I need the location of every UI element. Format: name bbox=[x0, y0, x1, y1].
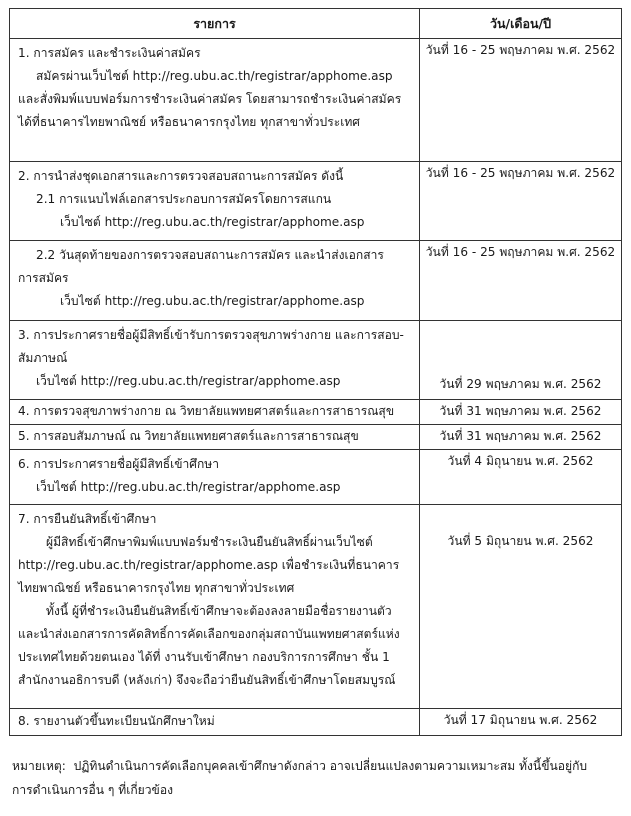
row-date: วันที่ 4 มิถุนายน พ.ศ. 2562 bbox=[420, 450, 622, 505]
row-line: 4. การตรวจสุขภาพร่างกาย ณ วิทยาลัยแพทยศาสตร์และการสาธารณสุข bbox=[18, 404, 395, 418]
row-item bbox=[10, 505, 420, 709]
row-line: 5. การสอบสัมภาษณ์ ณ วิทยาลัยแพทยศาสตร์และการสาธารณสุข bbox=[18, 429, 359, 443]
table-row bbox=[10, 450, 622, 505]
row-line: ได้ที่ธนาคารไทยพาณิชย์ หรือธนาคารกรุงไทย ทุกสาขาทั่วประเทศ bbox=[18, 115, 360, 129]
row-line: 8. รายงานตัวขึ้นทะเบียนนักศึกษาใหม่ bbox=[18, 714, 215, 728]
row-line: สมัครผ่านเว็บไซต์ http://reg.ubu.ac.th/registrar/apphome.asp bbox=[36, 69, 393, 83]
remark-label: หมายเหตุ: bbox=[12, 759, 66, 773]
row-line: เว็บไซต์ http://reg.ubu.ac.th/registrar/apphome.asp bbox=[36, 480, 341, 494]
table-row bbox=[10, 505, 622, 709]
table-row bbox=[10, 709, 622, 736]
row-line: ไทยพาณิชย์ หรือธนาคารกรุงไทย ทุกสาขาทั่วประเทศ bbox=[18, 581, 295, 595]
schedule-table bbox=[9, 8, 622, 736]
row-item bbox=[10, 709, 420, 736]
row-line: ทั้งนี้ ผู้ที่ชำระเงินยืนยันสิทธิ์เข้าศึกษาจะต้องลงลายมือชื่อรายงานตัว bbox=[46, 604, 392, 618]
schedule-page bbox=[9, 8, 621, 736]
row-date: วันที่ 29 พฤษภาคม พ.ศ. 2562 bbox=[420, 321, 622, 400]
row-line: http://reg.ubu.ac.th/registrar/apphome.asp เพื่อชำระเงินที่ธนาคาร bbox=[18, 558, 400, 572]
row-item bbox=[10, 39, 420, 162]
row-item bbox=[10, 450, 420, 505]
row-line: เว็บไซต์ http://reg.ubu.ac.th/registrar/apphome.asp bbox=[60, 294, 365, 308]
row-line: 2. การนำส่งชุดเอกสารและการตรวจสอบสถานะการสมัคร ดังนี้ bbox=[18, 169, 344, 183]
row-date: วันที่ 16 - 25 พฤษภาคม พ.ศ. 2562 bbox=[420, 39, 622, 162]
row-date: วันที่ 16 - 25 พฤษภาคม พ.ศ. 2562 bbox=[420, 162, 622, 241]
row-item bbox=[10, 400, 420, 425]
row-item bbox=[10, 241, 420, 321]
row-line: 6. การประกาศรายชื่อผู้มีสิทธิ์เข้าศึกษา bbox=[18, 457, 220, 471]
table-row bbox=[10, 400, 622, 425]
table-row bbox=[10, 321, 622, 400]
row-date: วันที่ 16 - 25 พฤษภาคม พ.ศ. 2562 bbox=[420, 241, 622, 321]
row-line: ประเทศไทยด้วยตนเอง ได้ที่ งานรับเข้าศึกษา กองบริการการศึกษา ชั้น 1 bbox=[18, 650, 390, 664]
row-date: วันที่ 31 พฤษภาคม พ.ศ. 2562 bbox=[420, 425, 622, 450]
table-row bbox=[10, 425, 622, 450]
row-line: เว็บไซต์ http://reg.ubu.ac.th/registrar/apphome.asp bbox=[60, 215, 365, 229]
header-date: วัน/เดือน/ปี bbox=[420, 9, 622, 39]
row-line: ผู้มีสิทธิ์เข้าศึกษาพิมพ์แบบฟอร์มชำระเงินยืนยันสิทธิ์ผ่านเว็บไซต์ bbox=[46, 535, 373, 549]
remark-text-1: ปฏิทินดำเนินการคัดเลือกบุคคลเข้าศึกษาดังกล่าว อาจเปลี่ยนแปลงตามความเหมาะสม ทั้งนี้ขึ้นอยู่กับ bbox=[73, 759, 588, 773]
table-header-row bbox=[10, 9, 622, 39]
row-line: และนำส่งเอกสารการคัดสิทธิ์การคัดเลือกของกลุ่มสถาบันแพทยศาสตร์แห่ง bbox=[18, 627, 400, 641]
table-row bbox=[10, 39, 622, 162]
row-date: วันที่ 17 มิถุนายน พ.ศ. 2562 bbox=[420, 709, 622, 736]
table-row bbox=[10, 241, 622, 321]
row-item bbox=[10, 321, 420, 400]
remark-note bbox=[12, 754, 618, 802]
row-item bbox=[10, 162, 420, 241]
row-line: 2.2 วันสุดท้ายของการตรวจสอบสถานะการสมัคร และนำส่งเอกสาร bbox=[36, 248, 384, 262]
row-line: สัมภาษณ์ bbox=[18, 351, 68, 365]
row-date: วันที่ 31 พฤษภาคม พ.ศ. 2562 bbox=[420, 400, 622, 425]
row-line: สำนักงานอธิการบดี (หลังเก่า) จึงจะถือว่ายืนยันสิทธิ์เข้าศึกษาโดยสมบูรณ์ bbox=[18, 673, 396, 687]
row-line: 7. การยืนยันสิทธิ์เข้าศึกษา bbox=[18, 512, 157, 526]
row-line: และสั่งพิมพ์แบบฟอร์มการชำระเงินค่าสมัคร โดยสามารถชำระเงินค่าสมัคร bbox=[18, 92, 402, 106]
header-item: รายการ bbox=[10, 9, 420, 39]
row-item bbox=[10, 425, 420, 450]
row-line: การสมัคร bbox=[18, 271, 69, 285]
remark-line-1 bbox=[12, 754, 618, 778]
row-date: วันที่ 5 มิถุนายน พ.ศ. 2562 bbox=[420, 505, 622, 709]
remark-text-2: การดำเนินการอื่น ๆ ที่เกี่ยวข้อง bbox=[12, 783, 173, 797]
row-line: เว็บไซต์ http://reg.ubu.ac.th/registrar/apphome.asp bbox=[36, 374, 341, 388]
row-line: 3. การประกาศรายชื่อผู้มีสิทธิ์เข้ารับการตรวจสุขภาพร่างกาย และการสอบ- bbox=[18, 328, 404, 342]
row-line: 1. การสมัคร และชำระเงินค่าสมัคร bbox=[18, 46, 201, 60]
table-row bbox=[10, 162, 622, 241]
row-line: 2.1 การแนบไฟล์เอกสารประกอบการสมัครโดยการสแกน bbox=[36, 192, 332, 206]
